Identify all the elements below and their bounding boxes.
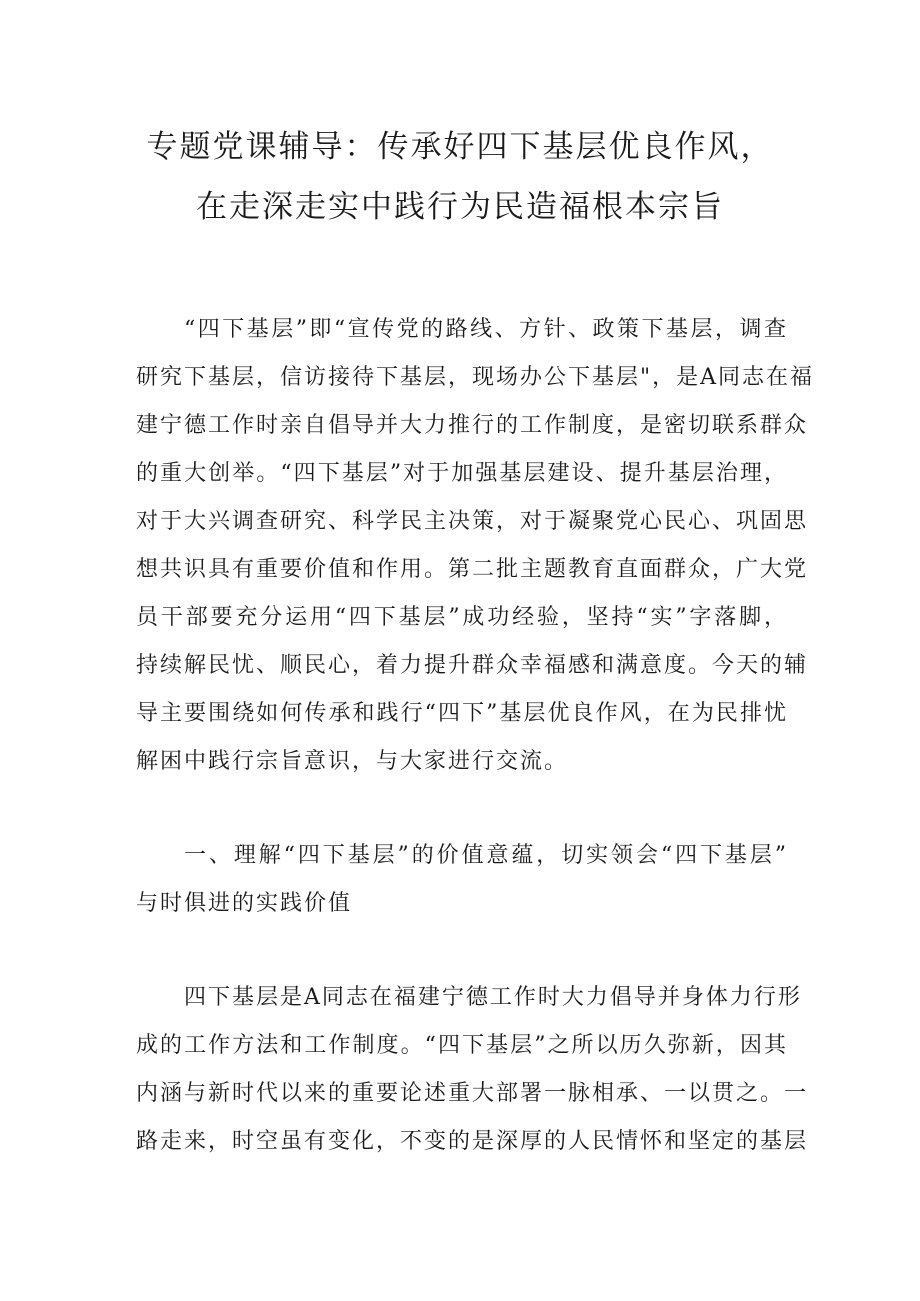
section-heading-line: 与时俱进的实践价值	[136, 891, 353, 916]
intro-line: 研究下基层，信访接待下基层，现场办公下基层"，是A同志在福	[136, 365, 815, 390]
intro-line: 的重大创举。“四下基层”对于加强基层建设、提升基层治理，	[136, 461, 788, 486]
intro-line: “四下基层”即“宣传党的路线、方针、政策下基层，调查	[184, 317, 788, 342]
section-body-line: 成的工作方法和工作制度。“四下基层”之所以历久弥新，因其	[136, 1033, 788, 1058]
document-title-line-1: 专题党课辅导：传承好四下基层优良作风，	[146, 129, 774, 165]
document-title-line-2: 在走深走实中践行为民造福根本宗旨	[196, 189, 724, 225]
intro-line: 建宁德工作时亲自倡导并大力推行的工作制度，是密切联系群众	[136, 413, 809, 438]
section-body-line: 路走来，时空虽有变化，不变的是深厚的人民情怀和坚定的基层	[136, 1129, 809, 1154]
intro-line: 员干部要充分运用“四下基层”成功经验，坚持“实”字落脚，	[136, 605, 788, 630]
intro-line: 导主要围绕如何传承和践行“四下”基层优良作风，在为民排忧	[136, 701, 788, 726]
intro-line: 解困中践行宗旨意识，与大家进行交流。	[136, 749, 569, 774]
section-heading-line: 一、理解“四下基层”的价值意蕴，切实领会“四下基层”	[184, 843, 788, 868]
intro-line: 持续解民忧、顺民心，着力提升群众幸福感和满意度。今天的辅	[136, 653, 809, 678]
section-body-line: 内涵与新时代以来的重要论述重大部署一脉相承、一以贯之。一	[136, 1081, 809, 1106]
intro-line: 想共识具有重要价值和作用。第二批主题教育直面群众，广大党	[136, 557, 809, 582]
section-body-line: 四下基层是A同志在福建宁德工作时大力倡导并身体力行形	[184, 985, 802, 1010]
intro-line: 对于大兴调查研究、科学民主决策，对于凝聚党心民心、巩固思	[136, 509, 809, 534]
